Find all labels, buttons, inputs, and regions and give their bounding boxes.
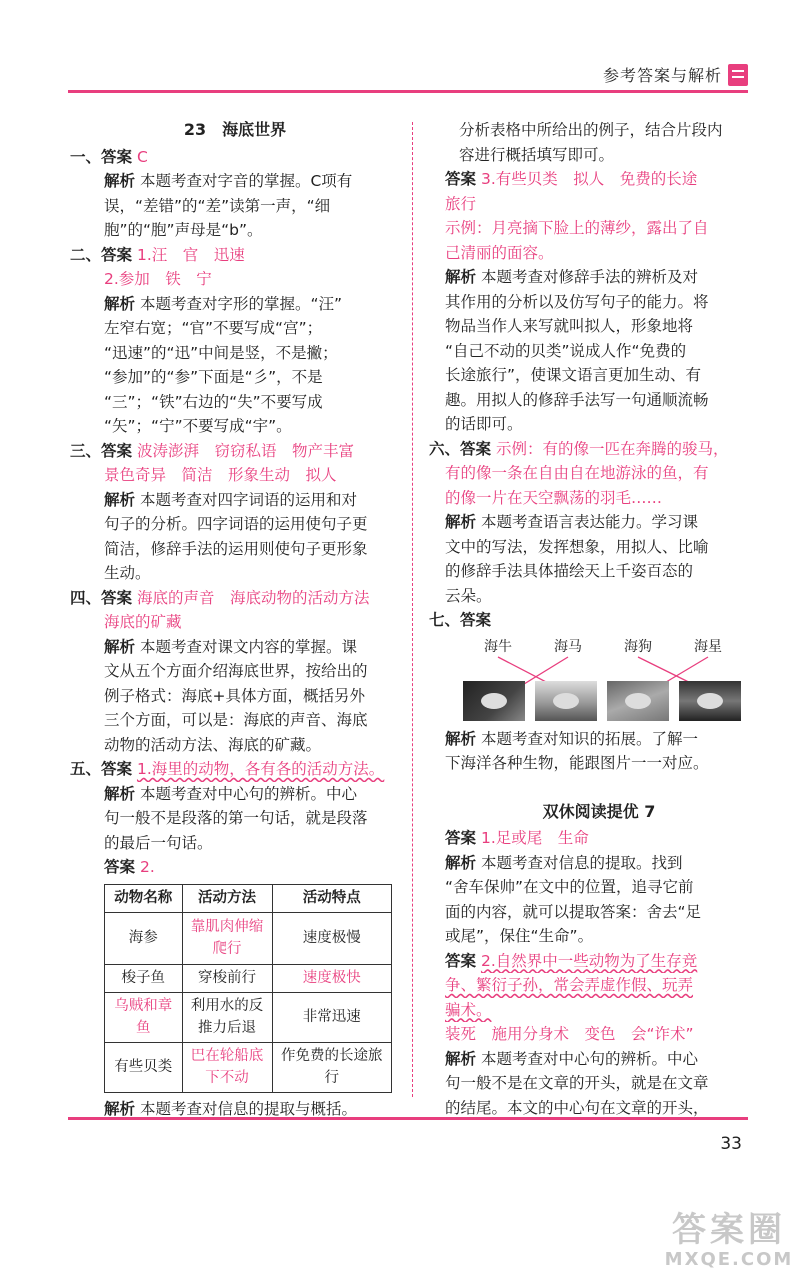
animal-label: 海马 (554, 638, 582, 655)
q4-answer-2: 海底的矿藏 (104, 613, 182, 631)
b2-answer-line: 争、繁衍子孙，常会弄虚作假、玩弄 (445, 976, 694, 994)
q5-expl-line: 的最后一句话。 (104, 833, 213, 852)
matching-figure (463, 635, 753, 721)
q2-expl-line: 左窄右宽；“官”不要写成“宫”； (104, 319, 323, 337)
column-divider (412, 122, 413, 1097)
q3-expl-line: 句子的分析。四字词语的运用使句子更 (104, 515, 368, 533)
a3-example: 示例：月亮摘下脸上的薄纱，露出了自 (445, 219, 709, 237)
b2-extra-answer: 装死 施用分身术 变色 会“诈术” (445, 1025, 694, 1043)
animal-table (104, 884, 392, 1093)
q3-answer-2: 景色奇异 简洁 形象生动 拟人 (104, 466, 337, 484)
b2-answer-line: 骗术。 (445, 1000, 492, 1019)
table-cell: 穿梭前行 (182, 964, 272, 992)
q2-answer: 二、答案 1.汪 官 迅速 (70, 245, 245, 264)
q4-expl-line: 三个方面，可以是：海底的声音、海底 (104, 711, 368, 729)
table-header-row (105, 884, 392, 912)
a3-example: 己清丽的面容。 (445, 243, 554, 262)
sea-creature-photo (535, 681, 597, 721)
a3-expl-line: 长途旅行”，使课文语言更加生动、有 (445, 366, 702, 384)
b2-expl-line: 句一般不是在文章的开头，就是在文章 (445, 1074, 709, 1092)
q3-expl-line: 简洁，修辞手法的运用则使句子更形象 (104, 539, 368, 558)
table-cell: 利用水的反推力后退 (182, 992, 272, 1042)
table-cell: 作免费的长途旅行 (272, 1042, 392, 1092)
q1-expl-line: 胞”的“胞”声母是“b”。 (104, 221, 263, 239)
table-row (105, 1042, 392, 1092)
table-cell: 巴在轮船底下不动 (182, 1042, 272, 1092)
b2-answer: 答案 2.自然界中一些动物为了生存竞 (445, 951, 698, 970)
continuation-line: 容进行概括填写即可。 (459, 145, 615, 164)
q7-answer: 七、答案 (429, 611, 492, 629)
q5-table-expl: 解析 本题考查对信息的提取与概括。 (104, 1099, 357, 1118)
b2-expl: 解析 本题考查对中心句的辨析。中心 (445, 1049, 698, 1068)
table-cell: 速度极慢 (272, 912, 392, 964)
a3-expl-line: 其作用的分析以及仿写句子的能力。将 (445, 292, 709, 311)
a3-answer-line: 旅行 (445, 194, 477, 213)
q6-expl: 解析 本题考查语言表达能力。学习课 (445, 513, 698, 531)
b1-expl-line: “舍车保帅”在文中的位置，追寻它前 (445, 878, 694, 896)
q3-answer: 三、答案 波涛澎湃 窃窃私语 物产丰富 (70, 441, 354, 460)
a3-expl-line: 物品当作人来写就叫拟人，形象地将 (445, 317, 694, 335)
b1-answer: 答案 1.足或尾 生命 (445, 829, 589, 847)
table-cell: 非常迅速 (272, 992, 392, 1042)
table-header: 活动特点 (272, 884, 392, 912)
a3-expl-line: “自己不动的贝类”说成人作“免费的 (445, 341, 687, 360)
left-column (70, 118, 400, 1121)
q2-answer-2: 2.参加 铁 宁 (104, 270, 212, 288)
b1-expl: 解析 本题考查对信息的提取。找到 (445, 853, 683, 872)
table-cell: 速度极快 (272, 964, 392, 992)
q7-expl: 解析 本题考查对知识的拓展。了解一 (445, 729, 698, 748)
q6-expl-line: 的修辞手法具体描绘天上千姿百态的 (445, 562, 694, 580)
table-row (105, 964, 392, 992)
q6-expl-line: 文中的写法，发挥想象，用拟人、比喻 (445, 537, 709, 556)
watermark-logo: 答案圈 MXQE.COM (664, 1210, 794, 1270)
q3-expl-line: 生动。 (104, 564, 151, 582)
section-title: 23 海底世界 (183, 120, 287, 139)
a3-expl-line: 趣。用拟人的修辞手法写一句通顺流畅 (445, 390, 709, 409)
q4-expl: 解析 本题考查对课文内容的掌握。课 (104, 637, 357, 656)
q2-expl-line: “参加”的“参”下面是“彡”，不是 (104, 368, 323, 386)
b2-expl-line: 的结尾。本文的中心句在文章的开头， (445, 1098, 709, 1117)
q4-expl-line: 动物的活动方法、海底的矿藏。 (104, 735, 322, 754)
b1-expl-line: 或尾”，保住“生命”。 (445, 927, 594, 945)
table-header: 活动方法 (182, 884, 272, 912)
right-column (429, 118, 753, 1120)
header-title: 参考答案与解析 (602, 66, 722, 85)
q2-expl: 解析 本题考查对字形的掌握。“汪” (104, 294, 343, 313)
q5-expl-line: 句一般不是段落的第一句话，就是段落 (104, 809, 368, 827)
a3-expl-line: 的话即可。 (445, 415, 523, 433)
animal-labels (463, 635, 753, 661)
animal-photos (463, 681, 753, 721)
table-row (105, 992, 392, 1042)
continuation-line: 分析表格中所给出的例子，结合片段内 (459, 121, 723, 139)
q6-answer-line: 的像一片在天空飘荡的羽毛…… (445, 488, 663, 507)
book-icon (728, 64, 748, 86)
q1-expl: 解析 本题考查对字音的掌握。C项有 (104, 172, 353, 190)
q4-expl-line: 例子格式：海底+具体方面，概括另外 (104, 686, 365, 705)
a3-expl: 解析 本题考查对修辞手法的辨析及对 (445, 268, 698, 286)
table-header: 动物名称 (105, 884, 183, 912)
table-cell: 乌贼和章鱼 (105, 992, 183, 1042)
q6-answer-line: 有的像一条在自由自在地游泳的鱼，有 (445, 464, 709, 482)
animal-label: 海狗 (624, 638, 652, 655)
table-row (105, 912, 392, 964)
footer-rule (68, 1117, 748, 1120)
page-number: 33 (720, 1134, 742, 1154)
table-cell: 梭子鱼 (105, 964, 183, 992)
animal-label: 海牛 (484, 638, 512, 655)
q6-answer: 六、答案 示例：有的像一匹在奔腾的骏马， (429, 439, 729, 458)
q3-expl: 解析 本题考查对四字词语的运用和对 (104, 490, 357, 509)
q1-answer: 一、答案 C (70, 147, 148, 166)
sea-creature-photo (607, 681, 669, 721)
b1-expl-line: 面的内容，就可以提取答案：舍去“足 (445, 902, 702, 921)
q5-answer: 五、答案 1.海里的动物，各有各的活动方法。 (70, 760, 385, 778)
section-title-2: 双休阅读提优 7 (542, 801, 656, 821)
q4-answer: 四、答案 海底的声音 海底动物的活动方法 (70, 588, 370, 607)
q2-expl-line: “三”；“铁”右边的“失”不要写成 (104, 392, 323, 411)
q5-expl: 解析 本题考查对中心句的辨析。中心 (104, 784, 357, 803)
q6-expl-line: 云朵。 (445, 586, 492, 605)
table-cell: 靠肌肉伸缩爬行 (182, 912, 272, 964)
q5-answer-2: 答案 2. (104, 858, 155, 876)
animal-label: 海星 (694, 638, 722, 655)
table-cell: 有些贝类 (105, 1042, 183, 1092)
table-cell: 海参 (105, 912, 183, 964)
q4-expl-line: 文从五个方面介绍海底世界，按给出的 (104, 662, 368, 680)
q2-expl-line: “迅速”的“迅”中间是竖，不是撇； (104, 343, 338, 362)
q1-expl-line: 误，“差错”的“差”读第一声，“细 (104, 196, 331, 215)
sea-creature-photo (463, 681, 525, 721)
q2-expl-line: “矢”；“宁”不要写成“宇”。 (104, 417, 292, 435)
sea-creature-photo (679, 681, 741, 721)
q7-expl-line: 下海洋各种生物，能跟图片一一对应。 (445, 754, 709, 772)
header-rule (68, 90, 748, 93)
a3-answer: 答案 3.有些贝类 拟人 免费的长途 (445, 170, 698, 188)
